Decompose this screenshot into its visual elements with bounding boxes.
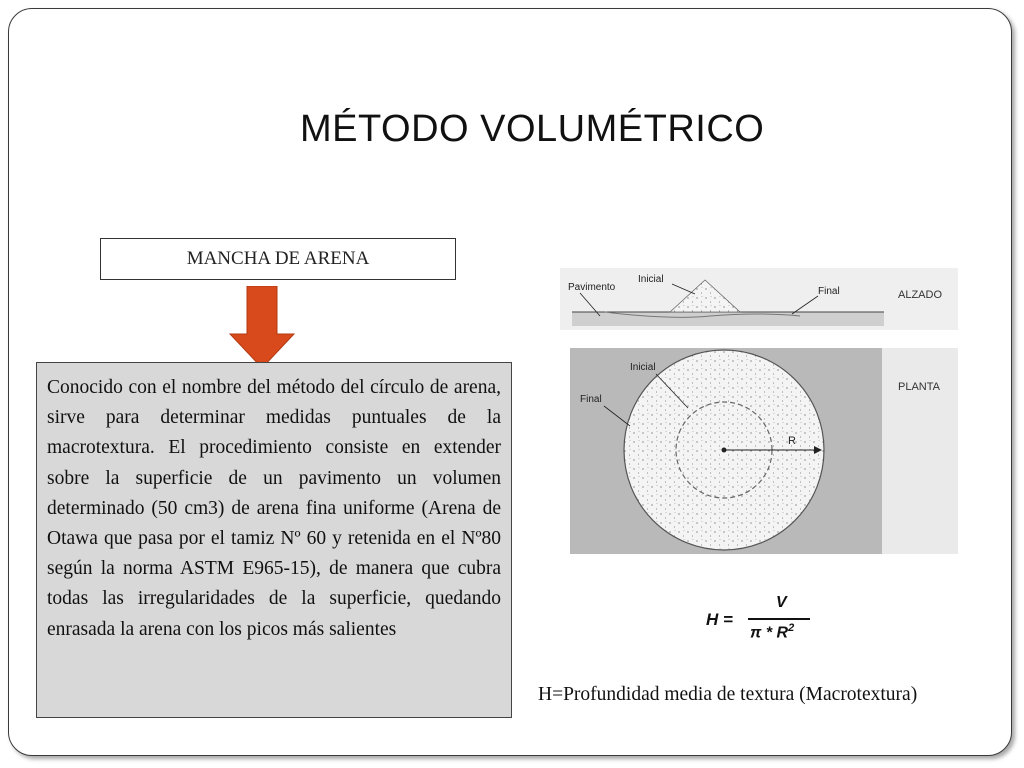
formula-lhs: H = bbox=[706, 610, 733, 629]
slide-title: MÉTODO VOLUMÉTRICO bbox=[300, 108, 765, 150]
depth-formula bbox=[704, 590, 816, 652]
formula-fraction-bar bbox=[748, 618, 810, 620]
pavimento-label: Pavimento bbox=[568, 282, 616, 293]
formula-exponent: 2 bbox=[788, 622, 795, 634]
method-label-box bbox=[100, 238, 456, 280]
plan-right-margin bbox=[882, 348, 958, 554]
description-text: Conocido con el nombre del método del círculo de arena, sirve para determinar medidas puntuales de la macrotextura. El procedimiento consiste en extender sobre la superficie de un pavimento un volumen determinado (50 cm3) de arena fina uniforme (Arena de Otawa que pasa por el tamiz Nº 60 y retenida en el Nº80 según la norma ASTM E965-15), de manera que cubra todas las irregularidades de la superficie, quedando enrasada la arena con los picos más salientes bbox=[47, 377, 501, 640]
planta-label: PLANTA bbox=[898, 381, 940, 393]
description-box bbox=[36, 362, 512, 718]
formula-caption: H=Profundidad media de textura (Macrotextura) bbox=[538, 684, 918, 705]
final-elevation-label: Final bbox=[818, 286, 840, 297]
formula-numerator: V bbox=[776, 594, 787, 611]
alzado-label: ALZADO bbox=[898, 289, 943, 301]
down-arrow-icon bbox=[228, 286, 296, 370]
radius-label: R bbox=[788, 435, 796, 447]
pavement-section bbox=[572, 312, 884, 326]
method-label: MANCHA DE ARENA bbox=[186, 248, 370, 269]
formula-denominator-base: π * R bbox=[750, 624, 789, 642]
inicial-elevation-label: Inicial bbox=[638, 274, 664, 285]
formula-denominator bbox=[750, 622, 794, 642]
inicial-plan-label: Inicial bbox=[630, 362, 656, 373]
final-plan-label: Final bbox=[580, 394, 602, 405]
sand-patch-diagram bbox=[560, 268, 958, 560]
